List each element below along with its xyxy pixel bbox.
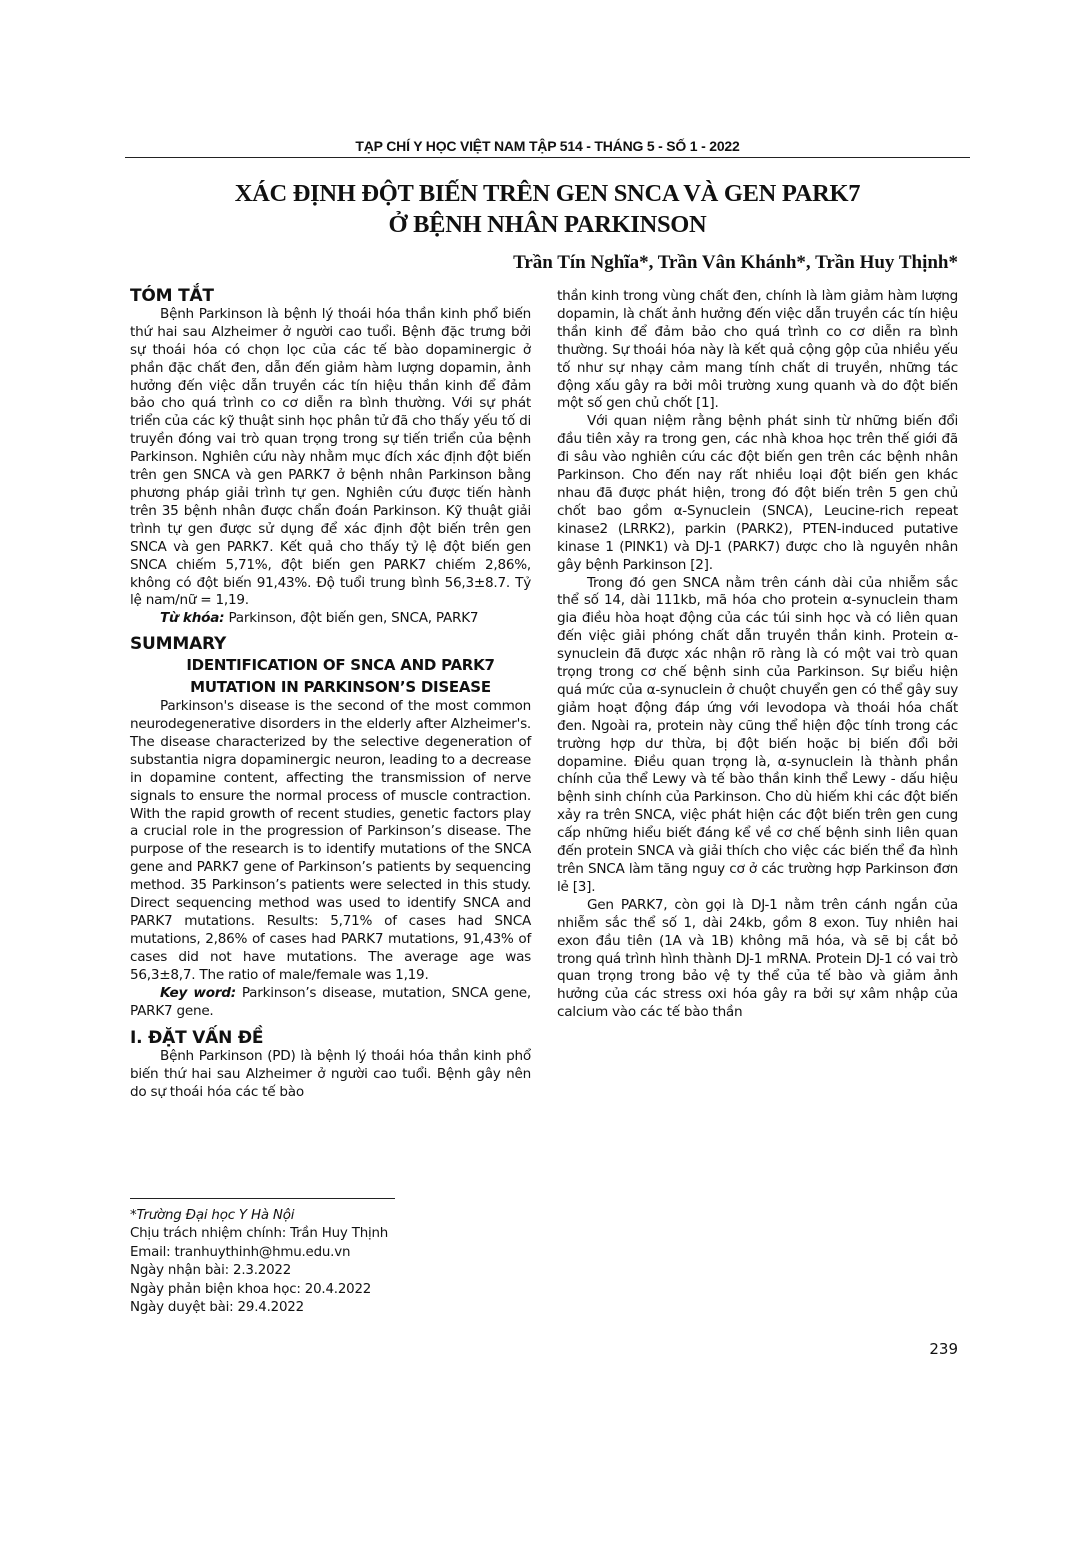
title-line-1: XÁC ĐỊNH ĐỘT BIẾN TRÊN GEN SNCA VÀ GEN PARK7 [234, 180, 861, 207]
key-word-label: Key word: [160, 984, 236, 1001]
section-1-heading: I. ĐẶT VẤN ĐỀ [130, 1028, 264, 1049]
key-word-text: Parkinson’s disease, mutation, SNCA gene, PARK7 gene. [130, 984, 531, 1019]
section-1-paragraph-4: Gen PARK7, còn gọi là DJ-1 nằm trên cánh ngắn của nhiễm sắc thể số 1, dài 24kb, gồm 8 exon. Tuy nhiên hai exon đầu tiên (1A và 1B) không mã hóa, và sẽ bị cắt bỏ trong quá trình hình thành DJ-1 mRNA. Protein DJ-1 có vai trò quan trọng trong bảo vệ ty thể của tế bào và giảm ảnh hưởng của các stress oxi hóa gây ra bởi sự xâm nhập của calcium vào các tế bào thần [557, 896, 958, 1021]
summary-heading: SUMMARY [130, 634, 227, 655]
keywords-label: Từ khóa: [160, 610, 225, 627]
section-1-paragraph-1: Bệnh Parkinson (PD) là bệnh lý thoái hóa thần kinh phổ biến thứ hai sau Alzheimer ở người cao tuổi. Bệnh gây nên do sự thoái hóa các tế bào [130, 1048, 531, 1101]
right-column [557, 288, 958, 1022]
footnote-reviewed: Ngày phản biện khoa học: 20.4.2022 [130, 1281, 372, 1297]
footnote-email[interactable]: Email: tranhuythinh@hmu.edu.vn [130, 1244, 351, 1260]
footnote-divider [130, 1198, 395, 1199]
footnote-received: Ngày nhận bài: 2.3.2022 [130, 1263, 292, 1279]
section-1-paragraph-1-continued: thần kinh trong vùng chất đen, chính là làm giảm hàm lượng dopamin, là chất ảnh hưởng đến việc dẫn truyền các tín hiệu thần kinh để đảm bảo cho quá trình co cơ diễn ra bình thường. Sự thoái hóa này là kết quả cộng gộp của nhiều yếu tố như sự nhạy cảm mang tính chất di truyền, những tác động xấu gây ra bởi môi trường xung quanh và do đột biến một số gen chủ chốt [1]. [557, 288, 958, 412]
abstract-vi-heading: TÓM TẮT [130, 286, 214, 306]
header-divider [125, 157, 970, 158]
footnote-affiliation: *Trường Đại học Y Hà Nội [130, 1208, 295, 1223]
running-header: TẠP CHÍ Y HỌC VIỆT NAM TẬP 514 - THÁNG 5 - SỐ 1 - 2022 [355, 138, 740, 154]
footnote-corresponding: Chịu trách nhiệm chính: Trần Huy Thịnh [130, 1226, 389, 1242]
summary-title-line-2: MUTATION IN PARKINSON’S DISEASE [190, 678, 491, 697]
summary-keywords [130, 985, 531, 1021]
footnotes [130, 1207, 388, 1317]
summary-title-line-1: IDENTIFICATION OF SNCA AND PARK7 [186, 656, 495, 675]
section-1-paragraph-2: Với quan niệm rằng bệnh phát sinh từ những biến đổi đầu tiên xảy ra trong gen, các nhà khoa học trên thế giới đã đi sâu vào nghiên cứu các đột biến gen trên các bệnh nhân Parkinson. Cho đến nay rất nhiều loại đột biến gen khác nhau đã được phát hiện, trong đó đột biến trên 5 gen chủ chốt bao gồm α-Synuclein (SNCA), Leucine-rich repeat kinase2 (LRRK2), parkin (PARK2), PTEN-induced putative kinase 1 (PINK1) và DJ-1 (PARK7) được cho là nguyên nhân gây bệnh Parkinson [2]. [557, 413, 958, 573]
footnote-accepted: Ngày duyệt bài: 29.4.2022 [130, 1300, 304, 1316]
article-title [125, 178, 970, 240]
authors: Trần Tín Nghĩa*, Trần Vân Khánh*, Trần Huy Thịnh* [513, 252, 958, 273]
abstract-vi-body: Bệnh Parkinson là bệnh lý thoái hóa thần kinh phổ biến thứ hai sau Alzheimer ở người cao tuổi. Bệnh đặc trưng bởi sự thoái hóa có chọn lọc của các tế bào dopaminergic ở phần đặc chất đen, dẫn đến giảm hàm lượng dopamin, ảnh hưởng đến việc dẫn truyền các tín hiệu thần kinh để đảm bảo cho quá trình co cơ diễn ra bình thường. Với sự phát triển của các kỹ thuật sinh học phân tử đã cho thấy yếu tố di truyền đóng vai trò quan trọng trong sự tiến triển của bệnh Parkinson. Nghiên cứu này nhằm mục đích xác định đột biến trên gen SNCA và gen PARK7 ở bệnh nhân Parkinson bằng phương pháp giải trình tự gen. Nghiên cứu được tiến hành trên 35 bệnh nhân được chẩn đoán Parkinson. Kỹ thuật giải trình tự gen được sử dụng để xác định đột biến trên gen SNCA và gen PARK7. Kết quả cho thấy tỷ lệ đột biến gen SNCA chiếm 5,71%, đột biến gen PARK7 chiếm 2,86%, không có đột biến 91,43%. Độ tuổi trung bình 56,3±8.7. Tỷ lệ nam/nữ = 1,19. [130, 305, 531, 609]
keywords-text: Parkinson, đột biến gen, SNCA, PARK7 [228, 610, 479, 627]
page-number: 239 [929, 1340, 958, 1358]
section-1-paragraph-3: Trong đó gen SNCA nằm trên cánh dài của nhiễm sắc thể số 14, dài 111kb, mã hóa cho protein α-synuclein tham gia điều hòa hoạt động của các túi sinh học và có liên quan đến việc giải phóng chất dẫn truyền thần kinh. Protein α-synuclein đã được xác nhận rõ ràng là có một vai trò quan trọng trong cơ chế bệnh sinh của Parkinson. Sự biểu hiện quá mức của α-synuclein ở chuột chuyển gen có thể gây suy giảm hoạt động đáp ứng với levodopa và thoái hóa chất đen. Ngoài ra, protein này cũng thể hiện độc tính trong các trường hợp dư thừa, bị đột biến hoặc bị biến đổi bởi dopamine. Điều quan trọng là, α-synuclein là thành phần chính của thể Lewy và tế bào thần kinh thể Lewy - dấu hiệu bệnh sinh chính của Parkinson. Cho dù hiếm khi các đột biến xảy ra trên SNCA, việc phát hiện các đột biến trên gen cung cấp những hiểu biết đáng kể về cơ chế bệnh sinh liên quan đến protein SNCA và giải thích cho việc các biến thể đa hình trên SNCA làm tăng nguy cơ ở các trường hợp Parkinson đơn lẻ [3]. [557, 574, 958, 895]
left-column [130, 288, 531, 1102]
summary-title [130, 654, 531, 698]
summary-body: Parkinson's disease is the second of the most common neurodegenerative disorders in the elderly after Alzheimer's. The disease characterized by the selective degeneration of substantia nigra dopaminergic neuron, leading to a decrease in dopamine content, affecting the transmission of nerve signals to ensure the normal process of muscle contraction. With the rapid growth of recent studies, genetic factors play a crucial role in the progression of Parkinson’s disease. The purpose of the research is to identify mutations of the SNCA gene and PARK7 gene of Parkinson’s patients by sequencing method. 35 Parkinson’s patients were selected in this study. Direct sequencing method was used to identify SNCA and PARK7 mutations. Results: 5,71% of cases had SNCA mutations, 2,86% of cases had PARK7 mutations, 91,43% of cases did not have mutations. The average age was 56,3±8,7. The ratio of male/female was 1,19. [130, 698, 531, 983]
title-line-2: Ở BỆNH NHÂN PARKINSON [388, 211, 707, 238]
abstract-vi-keywords [130, 610, 531, 628]
